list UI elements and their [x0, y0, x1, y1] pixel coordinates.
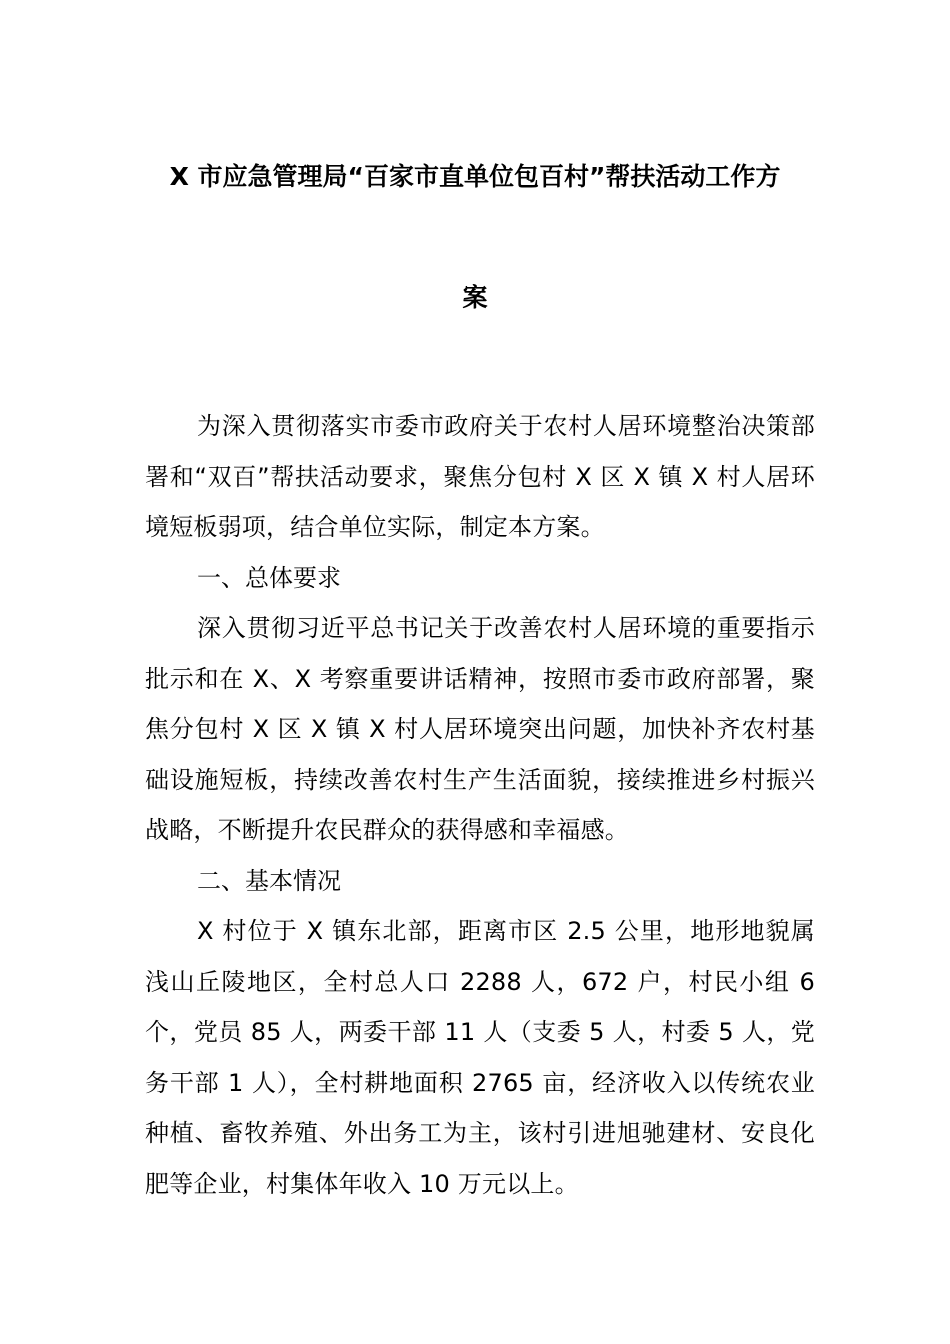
document-body — [145, 401, 815, 1209]
document-title-line-2: 案 — [462, 283, 488, 312]
section-heading-general-requirements: 一、总体要求 — [197, 563, 341, 592]
basic-situation-paragraph: X 村位于 X 镇东北部，距离市区 2.5 公里，地形地貌属浅山丘陵地区，全村总人口 2288 人，672 户，村民小组 6 个，党员 85 人，两委干部 11 人（支委 5 人，村委 5 人，党务干部 1 人），全村耕地面积 2765 亩，经济收入以传统农业种植、畜牧养殖、外出务工为主，该村引进旭驰建材、安良化肥等企业，村集体年收入 10 万元以上。 — [145, 917, 815, 1198]
general-requirements-paragraph: 深入贯彻习近平总书记关于改善农村人居环境的重要指示批示和在 X、X 考察重要讲话精神，按照市委市政府部署，聚焦分包村 X 区 X 镇 X 村人居环境突出问题，加快补齐农村基础设施短板，持续改善农村生产生活面貌，接续推进乡村振兴战略，不断提升农民群众的获得感和幸福感。 — [145, 614, 815, 844]
intro-paragraph: 为深入贯彻落实市委市政府关于农村人居环境整治决策部署和“双百”帮扶活动要求，聚焦分包村 X 区 X 镇 X 村人居环境短板弱项，结合单位实际，制定本方案。 — [145, 412, 815, 541]
document-title-line-1: X 市应急管理局“百家市直单位包百村”帮扶活动工作方 — [169, 162, 781, 191]
section-heading-basic-situation: 二、基本情况 — [197, 866, 341, 895]
